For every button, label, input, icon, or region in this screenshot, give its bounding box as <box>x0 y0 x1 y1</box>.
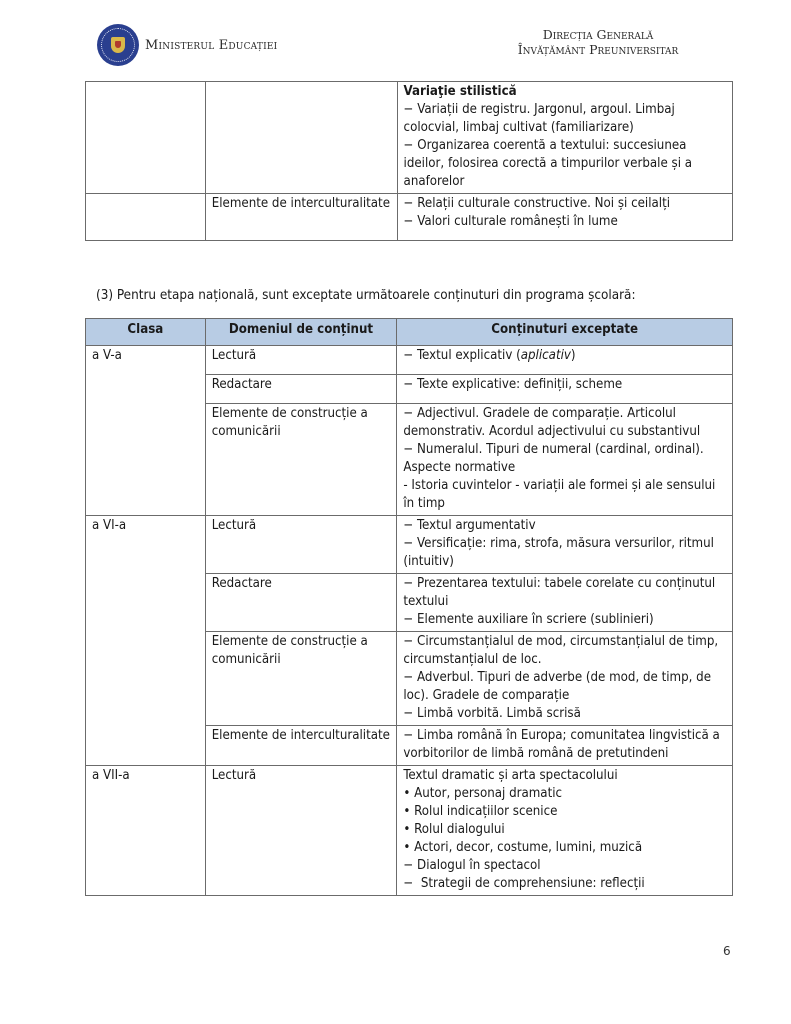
content-line: − Organizarea coerentă a textului: succesiunea ideilor, folosirea corectă a timpurilor verbale și a anaforelor <box>403 138 693 189</box>
cell-clasa: a VII-a <box>86 766 206 896</box>
content-line: - Istoria cuvintelor - variații ale formei și ale sensului în timp <box>403 478 716 511</box>
content-line: − Limba română în Europa; comunitatea lingvistică a vorbitorilor de limbă română de pretutindeni <box>403 728 720 761</box>
cell-domeniu: Elemente de interculturalitate <box>205 194 397 241</box>
directorate-line-2: Învățământ Preuniversitar <box>517 42 679 57</box>
content-text: − Textul explicativ ( <box>403 348 521 363</box>
cell-domeniu: Elemente de construcție a comunicării <box>205 404 397 516</box>
cell-clasa: a VI-a <box>86 516 206 766</box>
cell-domeniu <box>205 82 397 194</box>
content-line: − Limbă vorbită. Limbă scrisă <box>403 706 581 721</box>
content-line: − Valori culturale românești în lume <box>403 214 618 229</box>
ministry-title: Ministerul Educației <box>145 37 278 53</box>
table-header-row <box>86 319 733 346</box>
cell-domeniu: Elemente de construcție a comunicării <box>205 632 397 726</box>
table-row <box>86 766 733 896</box>
cell-clasa <box>86 194 206 241</box>
content-line: Textul dramatic și arta spectacolului <box>403 768 618 783</box>
bullet-item: • Rolul indicațiilor scenice <box>403 804 558 819</box>
cell-continut <box>397 632 733 726</box>
table-row <box>86 82 733 194</box>
content-line: − Versificație: rima, strofa, măsura versurilor, ritmul (intuitiv) <box>403 536 714 569</box>
content-line: − Textul argumentativ <box>403 518 536 533</box>
cell-continut <box>397 766 733 896</box>
table-row <box>86 346 733 375</box>
cell-domeniu: Elemente de interculturalitate <box>205 726 397 766</box>
cell-continut <box>397 404 733 516</box>
exceptions-table <box>85 318 733 896</box>
cell-clasa: a V-a <box>86 346 206 516</box>
cell-continut <box>397 516 733 574</box>
cell-domeniu: Lectură <box>205 766 397 896</box>
table-row <box>86 516 733 574</box>
content-line: − Prezentarea textului: tabele corelate cu conținutul textului <box>403 576 716 609</box>
cell-clasa <box>86 82 206 194</box>
bullet-item: • Autor, personaj dramatic <box>403 786 563 801</box>
content-line: − Adjectivul. Gradele de comparație. Articolul demonstrativ. Acordul adjectivului cu substantivul <box>403 406 701 439</box>
cell-domeniu: Redactare <box>205 375 397 404</box>
cell-domeniu: Lectură <box>205 346 397 375</box>
content-text: ) <box>570 348 576 363</box>
cell-domeniu: Redactare <box>205 574 397 632</box>
directorate-line-1: Direcția Generală <box>542 27 654 42</box>
header-ministry <box>97 24 277 66</box>
content-line: − Dialogul în spectacol <box>403 858 541 873</box>
content-line: − Relații culturale constructive. Noi și ceilalți <box>403 196 671 211</box>
content-line: − Circumstanțialul de mod, circumstanțialul de timp, circumstanțialul de loc. <box>403 634 719 667</box>
content-line: − Texte explicative: definiții, scheme <box>403 377 623 392</box>
content-line: − Elemente auxiliare în scriere (sublinieri) <box>403 612 654 627</box>
section-title: Variaţie stilistică <box>403 84 517 99</box>
content-italic: aplicativ <box>520 348 571 363</box>
bullet-item: • Rolul dialogului <box>403 822 505 837</box>
cell-domeniu: Lectură <box>205 516 397 574</box>
bullet-item: • Actori, decor, costume, lumini, muzică <box>403 840 643 855</box>
content-line: − Strategii de comprehensiune: reflecții <box>403 876 645 891</box>
content-line: − Variații de registru. Jargonul, argoul. Limbaj colocvial, limbaj cultivat (familiarizare) <box>403 102 675 135</box>
header-domeniu: Domeniul de conținut <box>205 319 397 346</box>
cell-continut <box>397 375 733 404</box>
cell-continut <box>397 82 732 194</box>
paragraph-note: (3) Pentru etapa națională, sunt exceptate următoarele conținuturi din programa școlară: <box>96 288 636 303</box>
cell-continut <box>397 726 733 766</box>
content-line: − Adverbul. Tipuri de adverbe (de mod, de timp, de loc). Gradele de comparație <box>403 670 712 703</box>
cell-continut <box>397 574 733 632</box>
page-number: 6 <box>723 944 731 958</box>
coat-of-arms-icon <box>111 37 125 53</box>
cell-continut <box>397 346 733 375</box>
header-continuturi: Conținuturi exceptate <box>397 319 733 346</box>
government-seal-icon <box>97 24 139 66</box>
header-clasa: Clasa <box>86 319 206 346</box>
header-directorate <box>498 27 698 57</box>
cell-continut <box>397 194 732 241</box>
content-line: − Numeralul. Tipuri de numeral (cardinal, ordinal). Aspecte normative <box>403 442 704 475</box>
table-row <box>86 194 733 241</box>
continuation-table <box>85 81 733 241</box>
